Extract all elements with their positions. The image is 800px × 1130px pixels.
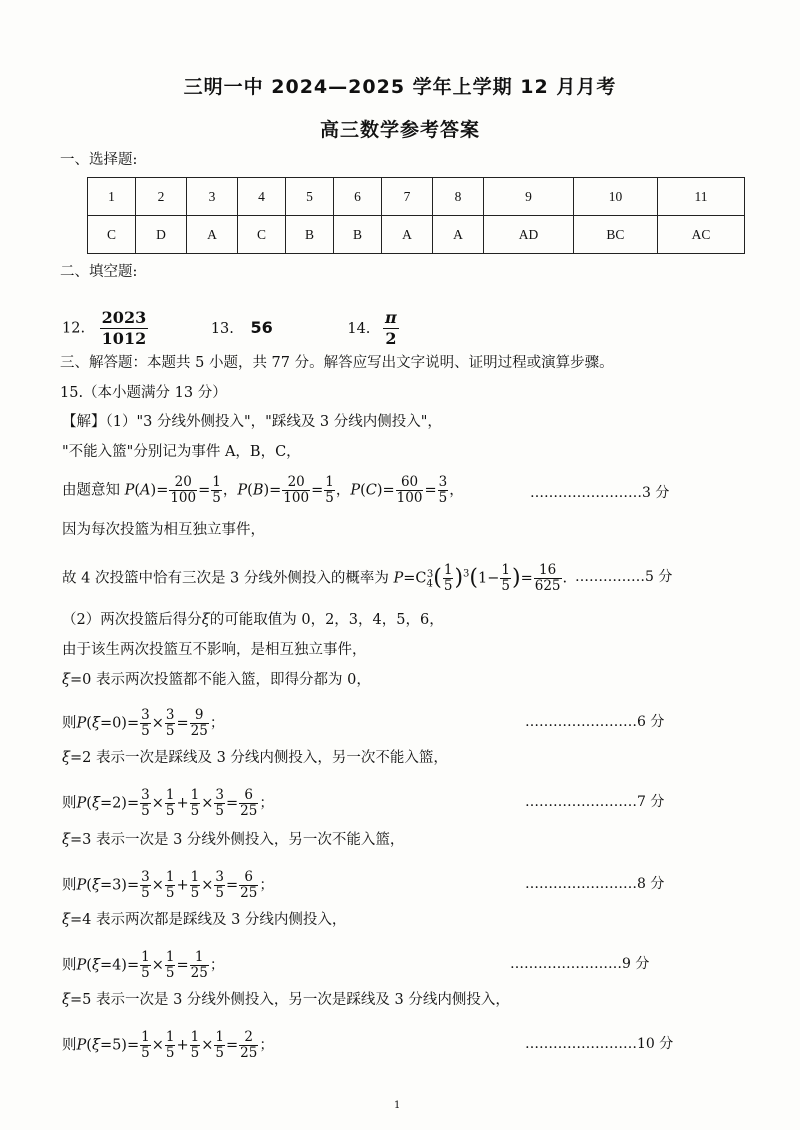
score-3: ……………………3 分 [530,485,670,501]
solution-line-6 [62,610,444,630]
then-word: 则 [62,715,77,732]
xi-symbol: ξ [62,832,70,848]
q14-fraction [383,308,399,349]
section-heading-fill: 二、填空题: [60,264,138,280]
question-number-cell: 2 [136,178,187,216]
answer-cell: B [334,216,382,254]
question-number-cell: 10 [573,178,657,216]
line5-prefix: 故 4 次投篮中恰有三次是 3 分线外侧投入的概率为 [62,570,389,587]
answer-cell: D [136,216,187,254]
line6-prefix: （2）两次投篮后得分 [62,612,202,628]
line14-text: =4 表示两次都是踩线及 3 分线内侧投入， [70,912,347,928]
formula-p5: 则P(ξ=5)= $\frac{1}{5}$ × $\frac{1}{5}$ + $\frac{1}{5}$ × $\frac{1}{5}$ = $\frac{2}{25}$ ； [62,1029,274,1061]
section-heading-choice: 一、选择题: [60,152,138,168]
question-number-cell: 9 [484,178,574,216]
formula-p0: 则P(ξ=0)= $\frac{3}{5}$ × $\frac{3}{5}$ = $\frac{9}{25}$ ； [62,707,225,739]
score-5: ……………5 分 [575,569,673,585]
answer-table [87,177,745,254]
question-number-cell: 8 [433,178,484,216]
solution-line-3: 由题意知 P(A)= $\frac{20}{100}$ = $\frac{1}{5}$ ，P(B)= $\frac{20}{100}$ = $\frac{1}{5}$ ，P(C)= $\frac{60}{100}$ = $\frac{3}{5}$ ， [62,474,464,506]
line12-text: =3 表示一次是 3 分线外侧投入，另一次不能入篮， [70,832,405,848]
solution-line-10 [62,748,448,768]
document-subtitle: 高三数学参考答案 [319,119,480,141]
answer-cell: A [433,216,484,254]
xi-symbol: ξ [62,750,70,766]
answer-cell: C [88,216,136,254]
then-word: 则 [62,1037,77,1054]
question-number-cell: 3 [187,178,238,216]
q13-value: 56 [250,317,273,337]
xi-symbol: ξ [62,912,70,928]
line16-text: =5 表示一次是 3 分线外侧投入，另一次是踩线及 3 分线内侧投入， [70,992,510,1008]
solution-line-2: "不能入篮"分别记为事件 A，B，C， [62,444,301,460]
q13-label: 13. [210,320,234,337]
document-title: 三明一中 2024—2025 学年上学期 12 月月考 [183,76,617,98]
solution-line-5: 故 4 次投篮中恰有三次是 3 分线外侧投入的概率为 $P=C_4^3$( $\frac{1}{5}$ )$^3$(1− $\frac{1}{5}$ )= $\frac{16}{625}$ . [62,562,568,594]
answer-cell: AD [484,216,574,254]
score-9: ……………………9 分 [510,956,650,972]
score-8: ……………………8 分 [525,876,665,892]
question-number-cell: 1 [88,178,136,216]
line6-suffix: 的可能取值为 0，2，3，4，5，6， [209,612,444,628]
solution-line-14 [62,910,346,930]
formula-p2: 则P(ξ=2)= $\frac{3}{5}$ × $\frac{1}{5}$ + $\frac{1}{5}$ × $\frac{3}{5}$ = $\frac{6}{25}$ ； [62,787,274,819]
solution-line-4: 因为每次投篮为相互独立事件， [62,522,265,538]
q14-denominator: 2 [385,329,397,348]
score-6: ……………………6 分 [525,714,665,730]
solution-line-7: 由于该生两次投篮互不影响，是相互独立事件， [62,642,367,658]
xi-symbol: ξ [201,612,210,628]
question-number-cell: 11 [657,178,744,216]
answer-cell: BC [573,216,657,254]
xi-symbol: ξ [62,992,70,1008]
q14-numerator: π [385,308,397,327]
line3-prefix: 由题意知 [62,482,120,499]
line8-text: =0 表示两次投篮都不能入篮，即得分都为 0， [70,672,371,688]
q12-denominator: 1012 [101,329,147,348]
solution-line-16 [62,990,510,1010]
question-number-cell: 5 [286,178,334,216]
q12-fraction [100,308,149,349]
answer-cell: A [187,216,238,254]
line10-text: =2 表示一次是踩线及 3 分线内侧投入，另一次不能入篮， [70,750,448,766]
xi-symbol: ξ [62,672,70,688]
answer-table-answer-row [88,216,745,254]
question-number-cell: 4 [237,178,285,216]
score-7: ……………………7 分 [525,794,665,810]
section-heading-solve: 三、解答题：本题共 5 小题，共 77 分。解答应写出文字说明、证明过程或演算步骤。 [60,355,614,371]
answer-cell: AC [657,216,744,254]
score-10: ……………………10 分 [525,1036,674,1052]
solution-line-8 [62,670,371,690]
question-number-cell: 6 [334,178,382,216]
formula-p3: 则P(ξ=3)= $\frac{3}{5}$ × $\frac{1}{5}$ + $\frac{1}{5}$ × $\frac{3}{5}$ = $\frac{6}{25}$ ； [62,869,274,901]
solution-line-1: 【解】（1）"3 分线外侧投入"，"踩线及 3 分线内侧投入"， [62,414,442,430]
then-word: 则 [62,957,77,974]
q12-numerator: 2023 [101,308,147,327]
q15-heading: 15.（本小题满分 13 分） [60,385,227,401]
then-word: 则 [62,795,77,812]
then-word: 则 [62,877,77,894]
formula-p4: 则P(ξ=4)= $\frac{1}{5}$ × $\frac{1}{5}$ = $\frac{1}{25}$ ； [62,949,225,981]
answer-cell: C [237,216,285,254]
question-number-cell: 7 [382,178,433,216]
q14-label: 14. [347,320,371,337]
answer-cell: A [382,216,433,254]
page-number: 1 [394,1100,401,1111]
answer-table-number-row [88,178,745,216]
solution-line-12 [62,830,404,850]
fill-answers-row [62,308,399,349]
q12-label: 12. [62,320,86,337]
answer-cell: B [286,216,334,254]
